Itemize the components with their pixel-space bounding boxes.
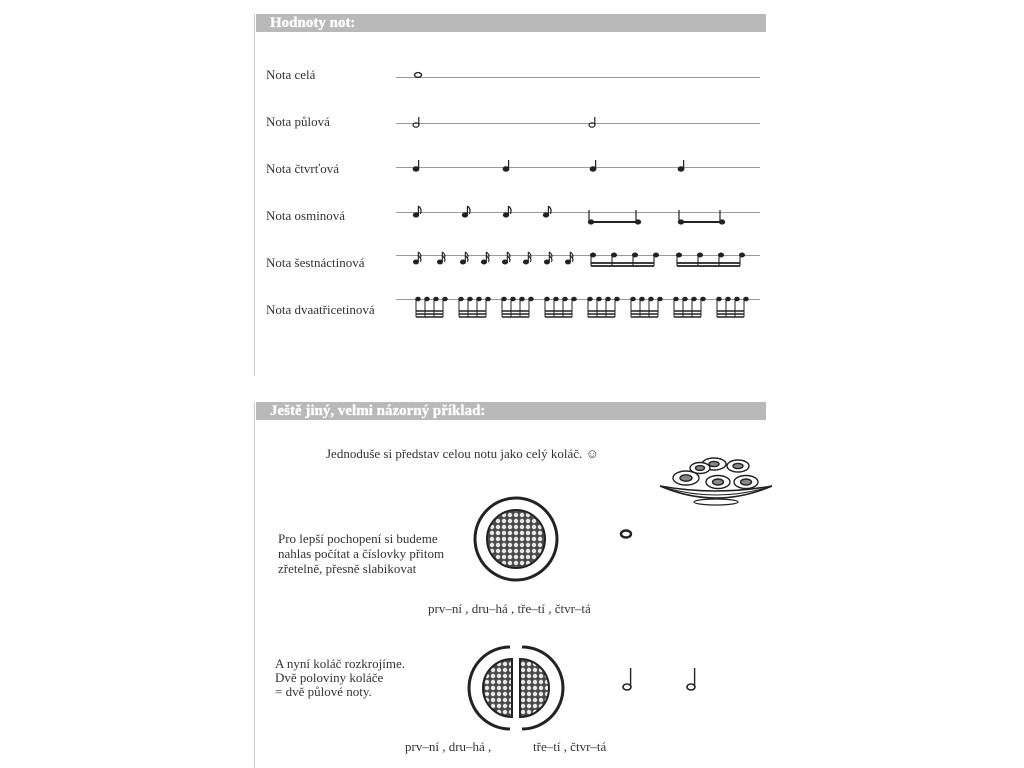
eighth-note-icon — [543, 206, 551, 217]
cut-line: A nyní koláč rozkrojíme. — [275, 656, 405, 671]
explanation-line: nahlas počítat a číslovky přitom — [278, 546, 445, 561]
whole-note-icon — [619, 529, 633, 539]
split-cake-icon — [466, 643, 566, 733]
explanation-text — [278, 531, 444, 576]
quarter-note-icon — [503, 160, 509, 171]
label-sixteenth-note: Nota šestnáctinová — [266, 255, 365, 270]
label-eighth-note: Nota osminová — [266, 208, 346, 223]
sixteenth-notes-icon — [414, 252, 573, 264]
whole-note-icon — [415, 73, 422, 78]
count-whole-text: prv–ní , dru–há , tře–tí , čtvr–tá — [428, 601, 591, 616]
half-note-icon — [589, 117, 595, 127]
cut-line: Dvě poloviny koláče — [275, 670, 384, 685]
half-note-icon — [686, 667, 698, 693]
section-header-example: Ještě jiný, velmi názorný příklad: — [256, 402, 766, 420]
label-whole-note: Nota celá — [266, 67, 316, 82]
quarter-note-icon — [590, 160, 596, 171]
cut-explanation-text — [275, 657, 405, 699]
explanation-line: Pro lepší pochopení si budeme — [278, 531, 438, 546]
quarter-note-icon — [678, 160, 684, 171]
whole-cake-icon — [471, 494, 561, 584]
label-quarter-note: Nota čtvrťová — [266, 161, 340, 176]
quarter-note-icon — [413, 160, 419, 171]
section-header-note-values: Hodnoty not: — [256, 14, 766, 32]
eighth-note-icon — [462, 206, 470, 217]
count-half-second-text: tře–tí , čtvr–tá — [533, 739, 607, 754]
left-rule-bottom — [254, 402, 255, 768]
eighth-note-icon — [413, 206, 421, 217]
half-note-icon — [622, 667, 634, 693]
intro-text: Jednoduše si představ celou notu jako celý koláč. ☺ — [326, 446, 599, 461]
half-note-icon — [413, 117, 419, 127]
cut-line: = dvě půlové noty. — [275, 684, 372, 699]
plate-of-cakes-icon — [656, 452, 776, 512]
eighth-note-icon — [503, 206, 511, 217]
beamed-eighth-notes-icon — [588, 210, 640, 224]
beamed-sixteenth-notes-icon — [591, 253, 659, 266]
explanation-line: zřetelně, přesně slabikovat — [278, 561, 417, 576]
label-thirtysecond-note: Nota dvaatřicetinová — [266, 302, 375, 317]
beamed-eighth-notes-icon — [678, 210, 724, 224]
label-half-note: Nota půlová — [266, 114, 330, 129]
count-half-first-text: prv–ní , dru–há , — [405, 739, 492, 754]
beamed-thirtysecond-notes-icon — [416, 297, 749, 317]
beamed-sixteenth-notes-icon — [677, 253, 745, 266]
note-values-illustration — [0, 0, 1024, 380]
